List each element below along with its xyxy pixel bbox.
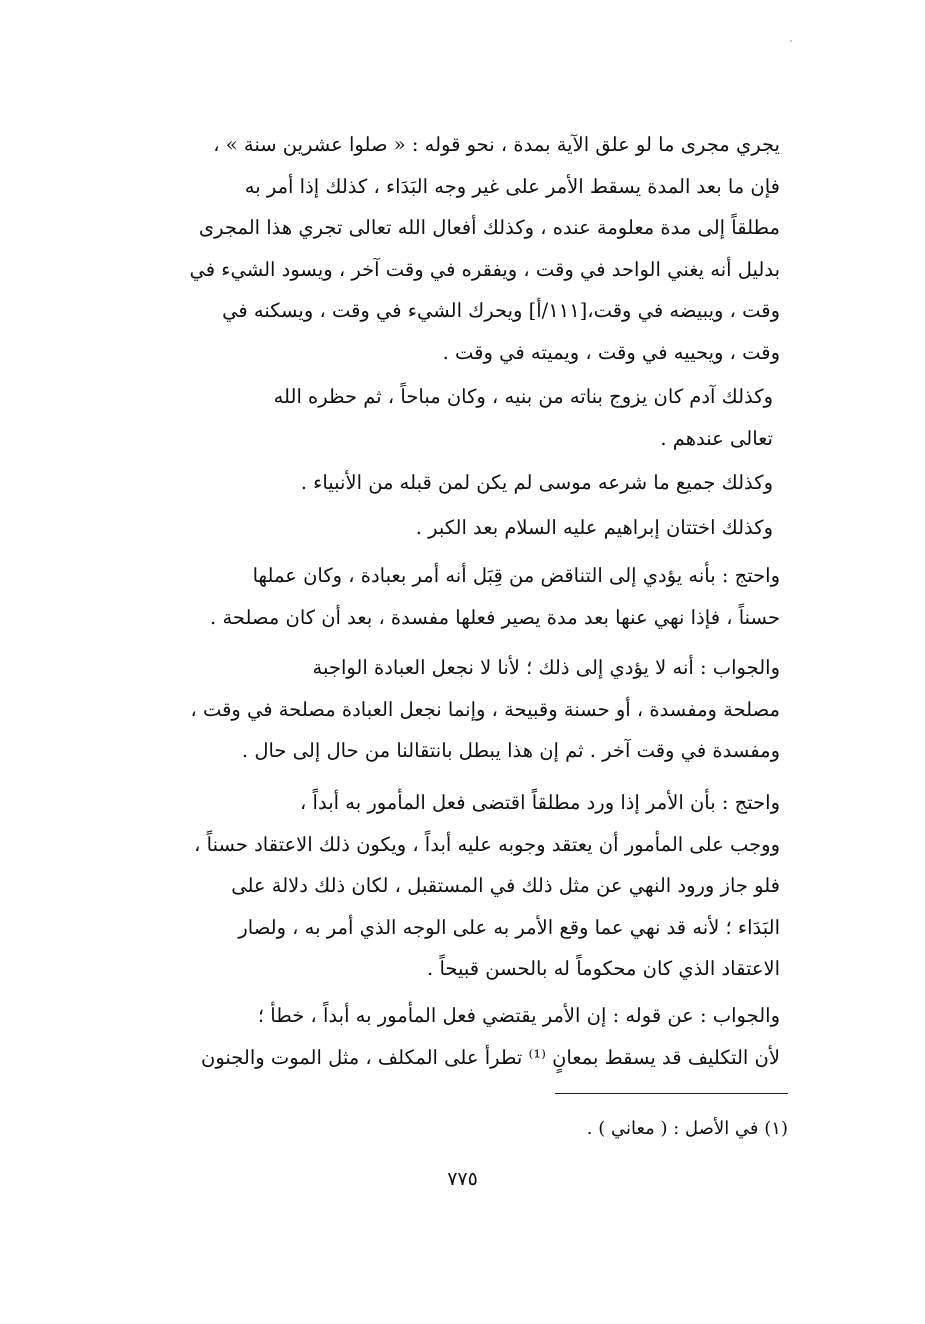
text-line: حسناً ، فإذا نهي عنها بعد مدة يصير فعلها مفسدة ، بعد أن كان مصلحة . xyxy=(210,605,780,629)
paragraph-8 xyxy=(148,995,780,1078)
paragraph-3 xyxy=(148,462,773,504)
text-line: الاعتقاد الذي كان محكوماً له بالحسن قبيحاً . xyxy=(427,957,780,980)
text-line: وقت ، ويحييه في وقت ، ويميته في وقت . xyxy=(442,340,780,364)
text-line: والجواب : أنه لا يؤدي إلى ذلك ؛ لأنا لا نجعل العبادة الواجبة xyxy=(312,656,780,679)
scan-speck xyxy=(790,40,792,42)
text-line: واحتج : بأنه يؤدي إلى التناقض من قِبَل أنه أمر بعبادة ، وكان عملها xyxy=(252,564,780,587)
text-line: والجواب : عن قوله : إن الأمر يقتضي فعل المأمور به أبداً ، خطأ ؛ xyxy=(257,1004,780,1027)
paragraph-7 xyxy=(148,782,780,990)
text-line: ومفسدة في وقت آخر . ثم إن هذا يبطل بانتقالنا من حال إلى حال . xyxy=(241,739,780,762)
text-line: وكذلك اختتان إبراهيم عليه السلام بعد الكبر . xyxy=(415,516,773,539)
paragraph-1 xyxy=(148,124,780,373)
paragraph-4 xyxy=(148,507,773,549)
paragraph-2 xyxy=(148,376,773,459)
text-line: واحتج : بأن الأمر إذا ورد مطلقاً اقتضى فعل المأمور به أبداً ، xyxy=(300,791,780,814)
text-line: يجري مجرى ما لو علق الآية بمدة ، نحو قوله : « صلوا عشرين سنة » ، xyxy=(213,133,780,156)
text-line: مطلقاً إلى مدة معلومة عنده ، وكذلك أفعال الله تعالى تجري هذا المجرى xyxy=(198,216,780,239)
text-line: بدليل أنه يغني الواحد في وقت ، ويفقره في وقت آخر ، ويسود الشيء في xyxy=(189,257,780,281)
paragraph-6 xyxy=(148,647,780,772)
text-line: وكذلك آدم كان يزوج بناته من بنيه ، وكان مباحاً ، ثم حظره الله xyxy=(273,385,773,408)
text-line: البَدَاء ؛ لأنه قد نهي عما وقع الأمر به على الوجه الذي أمر به ، ولصار xyxy=(238,915,780,939)
footnote: (١) في الأصل : ( معاني ) . xyxy=(586,1118,788,1139)
page-number: ٧٧٥ xyxy=(447,1168,478,1190)
paragraph-5 xyxy=(148,555,780,638)
text-line: وقت ، ويبيضه في وقت،[١١١/أ] ويحرك الشيء في وقت ، ويسكنه في xyxy=(222,299,780,322)
text-line: مصلحة ومفسدة ، أو حسنة وقبيحة ، وإنما نجعل العبادة مصلحة في وقت ، xyxy=(190,697,780,721)
text-line: فلو جاز ورود النهي عن مثل ذلك في المستقبل ، لكان ذلك دلالة على xyxy=(231,874,780,897)
footnote-separator xyxy=(555,1093,788,1094)
text-line: لأن التكليف قد يسقط بمعانٍ ⁽¹⁾ تطرأ على المكلف ، مثل الموت والجنون xyxy=(201,1045,780,1069)
text-line: ووجب على المأمور أن يعتقد وجوبه عليه أبداً ، ويكون ذلك الاعتقاد حسناً ، xyxy=(194,832,780,856)
text-line: تعالى عندهم . xyxy=(660,426,773,450)
text-line: وكذلك جميع ما شرعه موسى لم يكن لمن قبله من الأنبياء . xyxy=(300,471,773,494)
text-line: فإن ما بعد المدة يسقط الأمر على غير وجه البَدَاء ، كذلك إذا أمر به xyxy=(244,174,780,198)
